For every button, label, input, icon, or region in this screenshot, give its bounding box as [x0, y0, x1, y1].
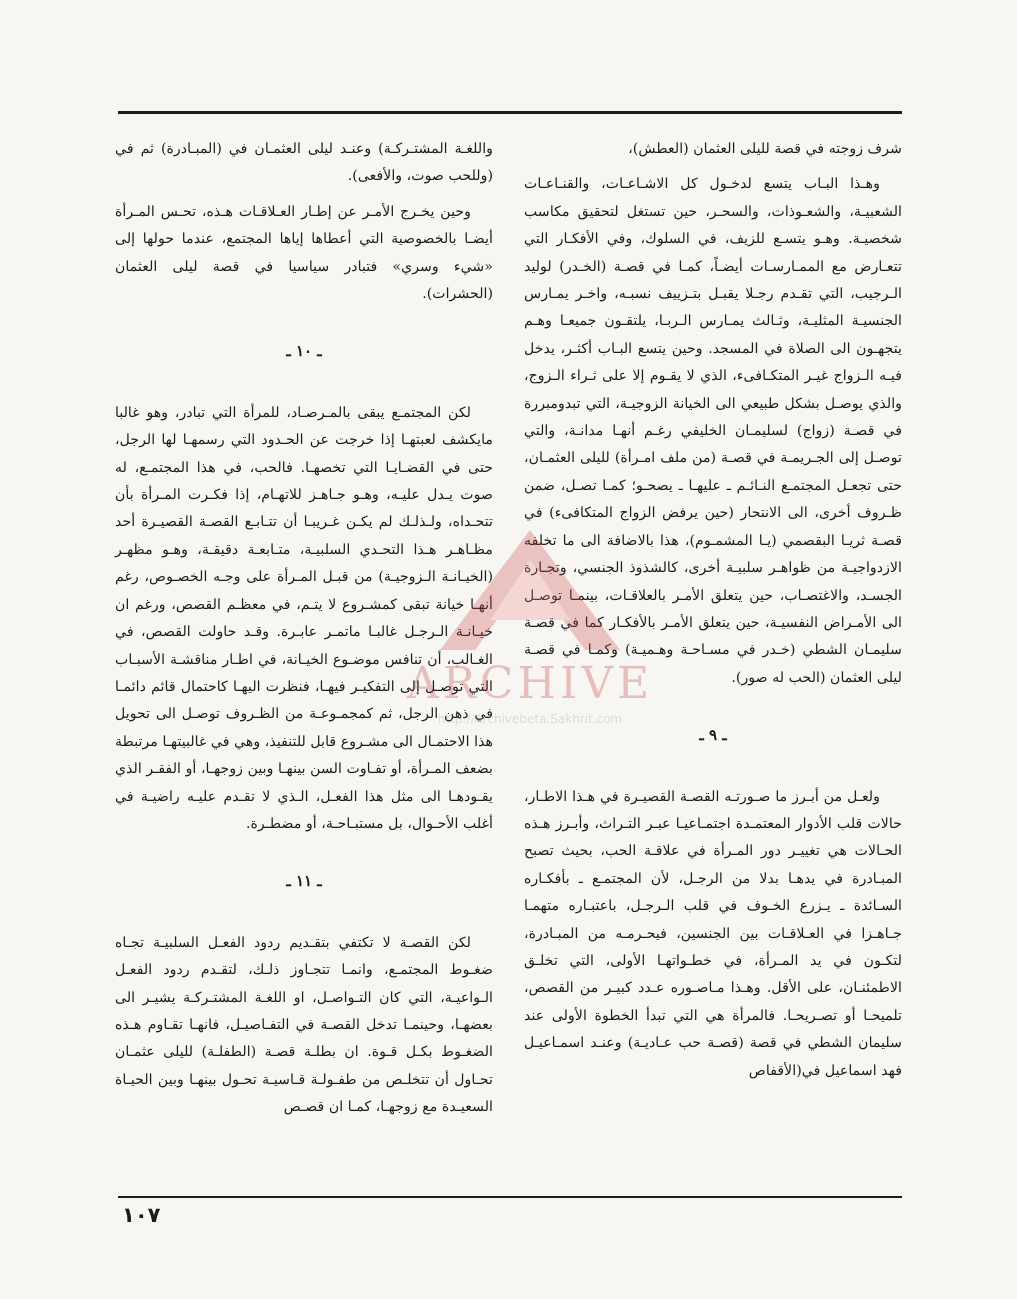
left-column — [115, 136, 493, 1130]
page-number: ١٠٧ — [122, 1203, 161, 1227]
paragraph: لكن المجتمـع يبقى بالمـرصـاد، للمرأة التي تبادر، وهو غالبا مايكشف لعبتهـا إذا خرجت عن الحـدود التي رسمهـا لها الرجل، حتى في القضـايـا التي تخصهـا. فالحب، في هذا المجتمـع، له صوت يـدل عليـه، وهـو جـاهـز للاتهـام، إذا فكـرت المـرأة بأن تتحـداه، ولـذلـك لم يكـن غـريبـا أن تتـابـع القصـة القصيـرة أحد مظـاهـر هـذا التحـدي السلبيـة، متـابعـة دقيقـة، وهـو مظهـر (الخيـانـة الـزوجيـة) من قبـل المـرأة على وجـه الخصـوص، رغم أنهـا خيانة تبقى كمشـروع لا يتـم، في معظـم القصص، ورغم ان خيـانـة الـرجـل غالبـا ماتمـر عابـرة. وقـد حاولت القصص، في الغـالب، أن تنافس موضـوع الخيـانة، في اطـار مناقشـة الأسبـاب التي توصـل إلى التفكيـر فيهـا، فنظرت اليهـا كاحتمال قائم دائمـا في ذهن الرجل، ثم كمجمـوعـة من الظـروف توصـل الى تحويل هذا الاحتمـال الى مشـروع قابل للتنفيذ، وهي في غالبيتهـا مرتبطة بضعف المـرأة، أو تفـاوت السن بينهـا وبين زوجهـا، أو الفقـر الذي يقـودهـا الى مثل هذا الفعـل، الـذي لا تقـدم عليـه راضيـة في أغلب الأحـوال، بل مستبـاحـة، أو مضطـرة. — [115, 404, 493, 832]
paragraph: واللغـة المشتـركـة) وعنـد ليلى العثمـان في (المبـادرة) ثم في (وللحب صوت، والأفعى). — [115, 141, 493, 185]
paragraph: لكن القصـة لا تكتفي بتقـديم ردود الفعـل السلبيـة تجـاه ضغـوط المجتمـع، وانمـا تتجـاوز ذلـك، لتقـدم ردود الفعـل الـواعيـة، التي كان التـواصـل، او اللغـة المشتـركـة يشيـر الى بعضهـا، وحينمـا تدخل القصـة في التفـاصيـل، فانهـا تقـاوم هـذه الضغـوط بكـل قـوة. ان بطلـة قصـة (الطفلـة) لليلى عثمـان تحـاول أن تتخلـص من طفـولـة قـاسيـة تحـول بينهـا وبين الحيـاة السعيـدة مع زوجهـا، كمـا ان قصـص — [115, 934, 493, 1116]
watermark-text: ARCHIVE — [406, 658, 654, 709]
right-column — [524, 136, 902, 1093]
paragraph: شرف زوجته في قصة لليلى العثمان (العطش)، — [628, 141, 902, 157]
top-rule — [118, 111, 902, 114]
paragraph: ولعـل من أبـرز ما صـورتـه القصـة القصيـرة في هـذا الاطـار، حالات قلب الأدوار المعتمـدة اجتمـاعيـا عبـر التـراث، وأبـرز هـذه الحـالات هي تغييـر دور المـرأة في علاقـة الحب، بحيث تصبح المبـادرة في يدهـا بدلا من الرجـل، لأن المجتمـع ـ بأفكـاره السـائدة ـ يـزرع الخـوف في قلب الـرجـل، باعتبـاره متهمـا جـاهـزا في العـلاقـات بين الجنسين، فيحـرمـه من المبـادرة، لتكـون في يد المـرأة، في خطـواتهـا الأولى، التي تخلـق الاطمئنـان، على الأقل. وهـذا مـاصـوره عـدد كبيـر من القصص، تلميحـا أو تصـريحـا. فالمرأة هي التي تبدأ الخطوة الأولى عند سليمان الشطي في قصة (قصـة حب عـاديـة) وعنـد اسمـاعيـل فهد اسماعيل في(الأقفاص — [524, 788, 902, 1079]
bottom-rule — [118, 1196, 902, 1198]
paragraph: وهـذا البـاب يتسع لدخـول كل الاشـاعـات، والقنـاعـات الشعبيـة، والشعـوذات، والسحـر، حين تستغل لتحقيق مكاسب شخصيـة. وهـو يتسـع للزيف، في السلوك، وفي الأفكـار التي تتعـارض مع الممـارسـات أيضـاً، كمـا في قصـة (الخـدر) لوليد الـرجيب، التي تقـدم رجـلا يقبـل بتـزييف نسبـه، واخـر يمـارس الجنسيـة المثليـة، وثـالث يمـارس الـربـا، يلتقـون جميعـا وهـم يتجهـون الى الصلاة في المسجد. وحين يتسع البـاب أكثـر، يدخل فيـه الـزواج غيـر المتكـافىء، الذي لا يقـوم إلا على ثـراء الـزوج، والذي يوصـل بشكل طبيعي الى الخيانة الزوجيـة، التي تبدومبررة في قصـة (زواج) لسليمـان الخليفي رغـم أنهـا مدانـة، والتي توصـل إلى الجـريمـة في قصـة (من ملف امـرأة) لليلى العثمـان، حتى تجعـل المجتمـع النـائـم ـ عليهـا ـ يصحـو؛ كمـا تصـل، ضمن ظـروف أخرى، الى الانتحار (حين يرفض الزواج المتكافىء) في قصـة ثريـا البقصمي (يـا المشمـوم)، هذا بالاضافة الى ما تخلفه الازدواجيـة من ظواهـر سلبيـة أخرى، كالشذوذ الجنسي، وتجـارة الجسـد، والاغتصـاب، حين يتعلق الأمـر بالعلاقـات، بينمـا توصـل الى الأمـراض النفسيـة، حين يتعلق الأمـر بالأفكـار كما في قصـة سليمـان الشطي (خـدر في مسـاحـة وهـميـة) وكمـا في قصـة ليلى العثمان (الحب له صور). — [524, 176, 902, 686]
section-number-11: ـ ١١ ـ — [286, 872, 322, 891]
paragraph: وحين يخـرج الأمـر عن إطـار العـلاقـات هـذه، تحـس المـرأة أيضـا بالخصوصية التي أعطاها إياها المجتمع، عندما حولها إلى «شيء وسري» فتبادر سياسيا في قصة ليلى العثمان (الحشرات). — [115, 203, 493, 303]
section-number-10: ـ ١٠ ـ — [286, 342, 322, 361]
watermark-url: http://Archivebeta.Sakhrit.com — [437, 712, 623, 726]
section-number-9: ـ ٩ ـ — [699, 726, 727, 745]
